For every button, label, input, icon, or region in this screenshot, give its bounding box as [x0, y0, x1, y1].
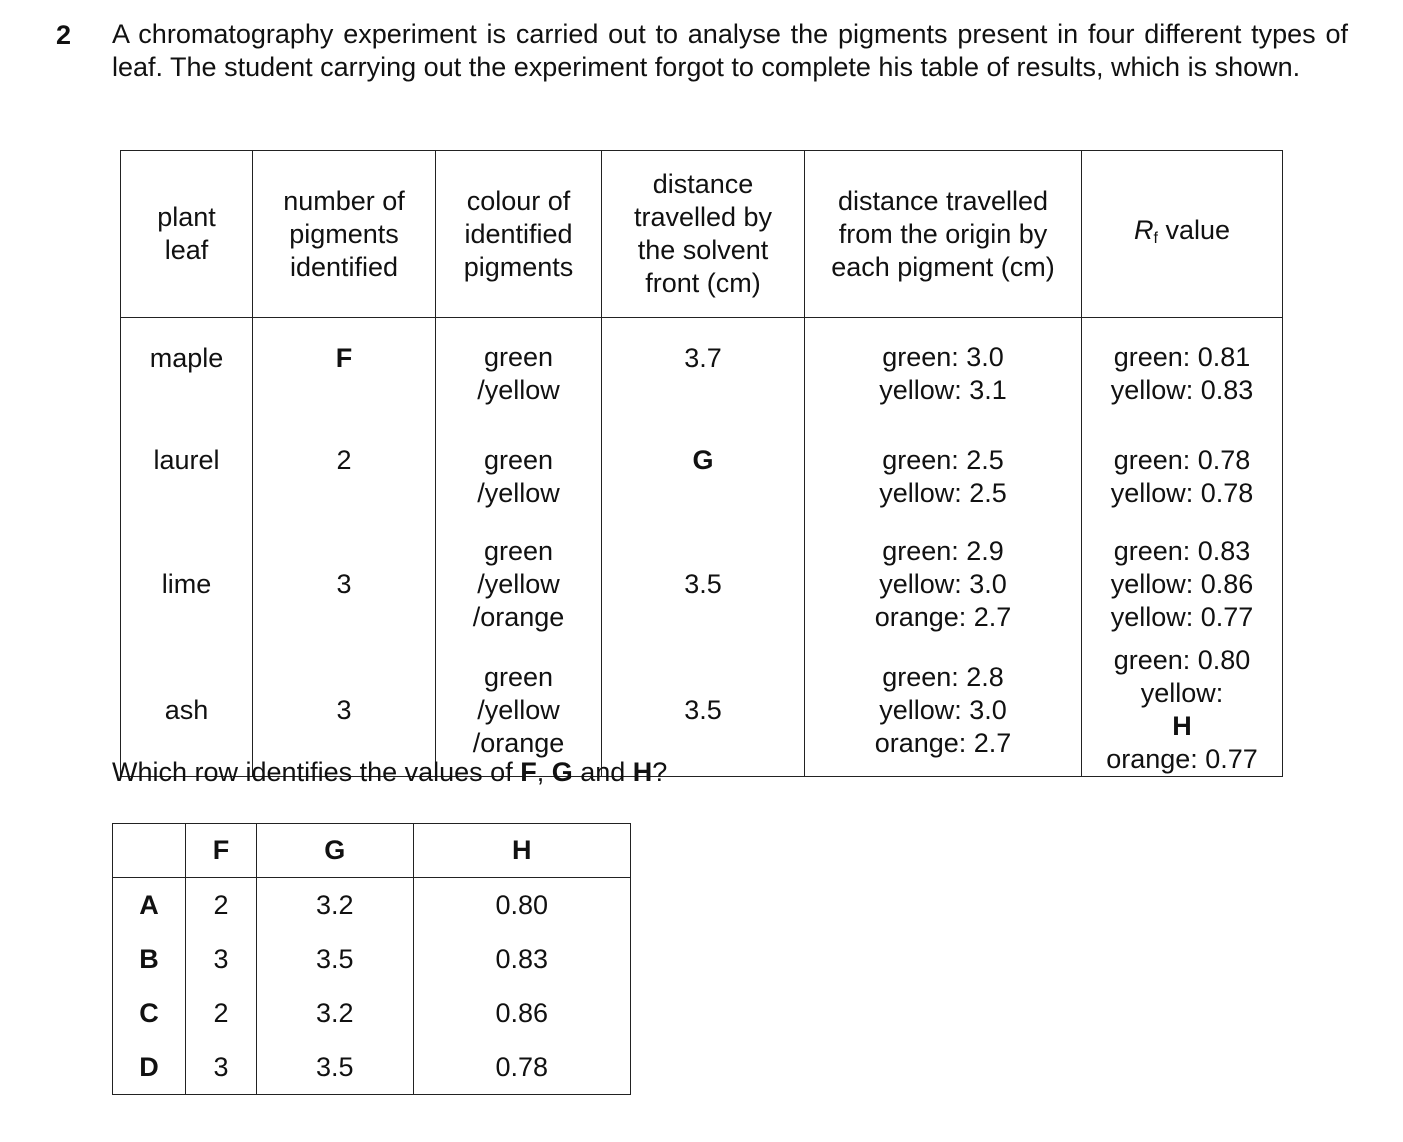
pigment-colours: green /yellow: [436, 318, 602, 431]
results-header-row: [121, 151, 1283, 318]
answer-option-c[interactable]: [113, 986, 631, 1040]
answer-header-h: H: [413, 824, 630, 878]
rf-values: green: 0.83 yellow: 0.86 yellow: 0.77: [1082, 524, 1283, 644]
answer-header-row: [113, 824, 631, 878]
solvent-front-distance: 3.5: [602, 644, 805, 777]
header-number-of-pigments: number of pigments identified: [253, 151, 436, 318]
question-prompt: Which row identifies the values of F, G and H?: [112, 757, 668, 787]
solvent-front-distance: 3.7: [602, 318, 805, 431]
header-rf-value: Rf value: [1082, 151, 1283, 318]
answer-option-b[interactable]: [113, 932, 631, 986]
pigment-count: 3: [253, 524, 436, 644]
pigment-distances: green: 3.0 yellow: 3.1: [805, 318, 1082, 431]
option-f: 2: [186, 986, 257, 1040]
header-pigment-distance: distance travelled from the origin by each pigment (cm): [805, 151, 1082, 318]
option-letter: D: [113, 1040, 186, 1095]
question-number: 2: [56, 20, 72, 50]
option-h: 0.80: [413, 878, 630, 933]
option-f: 2: [186, 878, 257, 933]
option-h: 0.86: [413, 986, 630, 1040]
answer-options-table: [112, 823, 631, 1095]
option-f: 3: [186, 932, 257, 986]
question-stem: A chromatography experiment is carried out to analyse the pigments present in four different types of leaf. The student carrying out the experiment forgot to complete his table of results, which is shown.: [112, 19, 1348, 82]
pigment-colours: green /yellow /orange: [436, 524, 602, 644]
option-g: 3.5: [257, 1040, 413, 1095]
answer-option-a[interactable]: [113, 878, 631, 933]
leaf-name: laurel: [121, 430, 253, 524]
pigment-distances: green: 2.9 yellow: 3.0 orange: 2.7: [805, 524, 1082, 644]
pigment-distances: green: 2.5 yellow: 2.5: [805, 430, 1082, 524]
pigment-colours: green /yellow: [436, 430, 602, 524]
option-letter: C: [113, 986, 186, 1040]
results-row-laurel: [121, 430, 1283, 524]
rf-values: green: 0.78 yellow: 0.78: [1082, 430, 1283, 524]
option-h: 0.78: [413, 1040, 630, 1095]
answer-header-f: F: [186, 824, 257, 878]
answer-option-d[interactable]: [113, 1040, 631, 1095]
answer-header-g: G: [257, 824, 413, 878]
results-row-maple: [121, 318, 1283, 431]
option-h: 0.83: [413, 932, 630, 986]
rf-values: green: 0.80 yellow: H orange: 0.77: [1082, 644, 1283, 777]
leaf-name: lime: [121, 524, 253, 644]
leaf-name: ash: [121, 644, 253, 777]
solvent-front-distance: 3.5: [602, 524, 805, 644]
answer-header-blank: [113, 824, 186, 878]
unknown-h: H: [1172, 711, 1192, 741]
pigment-colours: green /yellow /orange: [436, 644, 602, 777]
header-solvent-front-distance: distance travelled by the solvent front (cm): [602, 151, 805, 318]
option-letter: B: [113, 932, 186, 986]
option-g: 3.2: [257, 986, 413, 1040]
results-row-lime: [121, 524, 1283, 644]
solvent-front-distance: G: [602, 430, 805, 524]
header-plant-leaf: plant leaf: [121, 151, 253, 318]
option-f: 3: [186, 1040, 257, 1095]
option-g: 3.2: [257, 878, 413, 933]
results-table: [120, 150, 1283, 777]
option-g: 3.5: [257, 932, 413, 986]
pigment-count: 2: [253, 430, 436, 524]
pigment-count: 3: [253, 644, 436, 777]
pigment-count: F: [253, 318, 436, 431]
pigment-distances: green: 2.8 yellow: 3.0 orange: 2.7: [805, 644, 1082, 777]
leaf-name: maple: [121, 318, 253, 431]
rf-values: green: 0.81 yellow: 0.83: [1082, 318, 1283, 431]
option-letter: A: [113, 878, 186, 933]
header-colour-of-pigments: colour of identified pigments: [436, 151, 602, 318]
